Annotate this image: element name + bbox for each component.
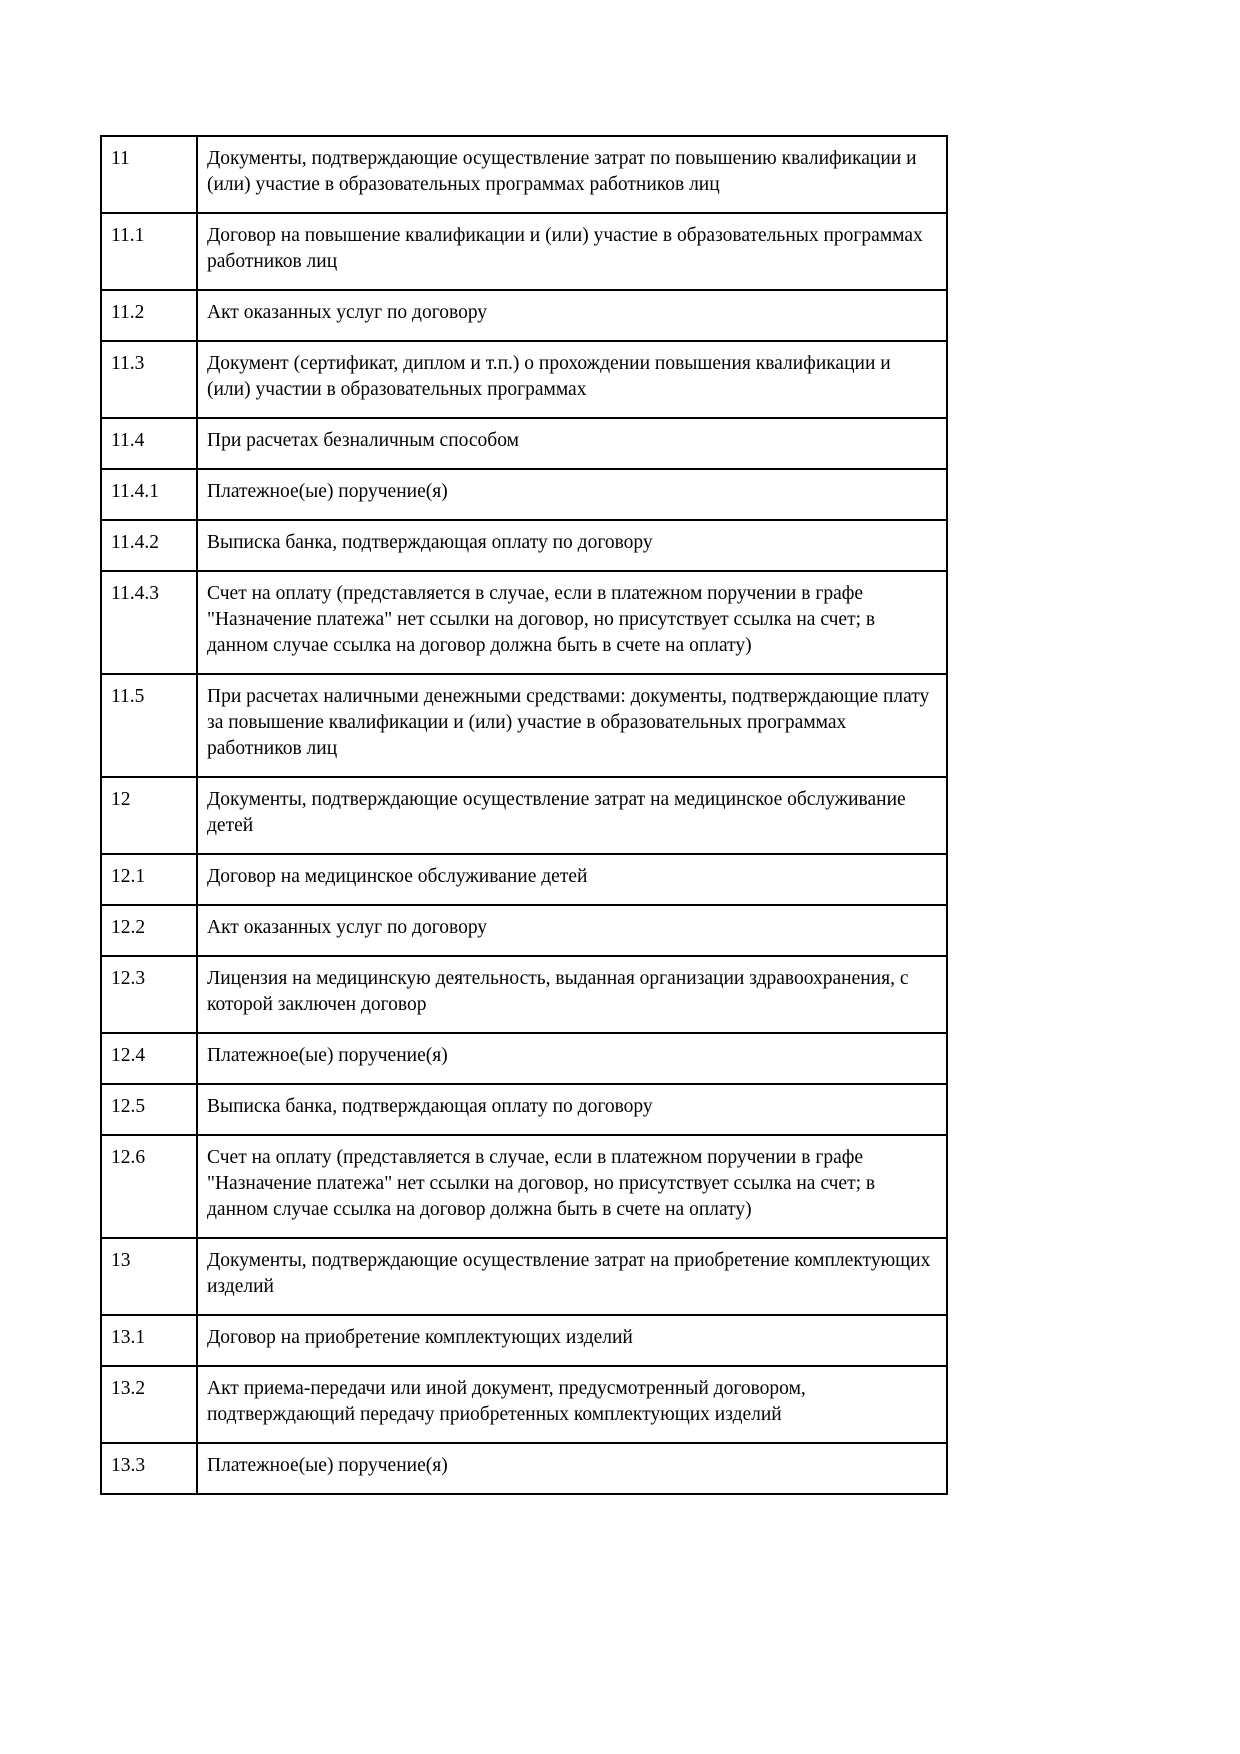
row-text-cell: Платежное(ые) поручение(я): [197, 1033, 947, 1084]
row-text-cell: Платежное(ые) поручение(я): [197, 469, 947, 520]
row-number-cell: 12.3: [101, 956, 197, 1033]
document-table-body: [101, 136, 947, 1494]
row-number-cell: 11.4.1: [101, 469, 197, 520]
table-row: [101, 1315, 947, 1366]
row-text-cell: Лицензия на медицинскую деятельность, выданная организации здравоохранения, с которой заключен договор: [197, 956, 947, 1033]
row-text-cell: Акт оказанных услуг по договору: [197, 290, 947, 341]
row-number-cell: 13.3: [101, 1443, 197, 1494]
row-number-cell: 11.4.3: [101, 571, 197, 674]
row-text-cell: Договор на повышение квалификации и (или) участие в образовательных программах работников лиц: [197, 213, 947, 290]
table-row: [101, 1238, 947, 1315]
row-text-cell: Счет на оплату (представляется в случае, если в платежном поручении в графе "Назначение платежа" нет ссылки на договор, но присутствует ссылка на счет; в данном случае ссылка на договор должна быть в счете на оплату): [197, 1135, 947, 1238]
row-text-cell: Акт приема-передачи или иной документ, предусмотренный договором, подтверждающий передачу приобретенных комплектующих изделий: [197, 1366, 947, 1443]
table-row: [101, 1366, 947, 1443]
row-number-cell: 11.4.2: [101, 520, 197, 571]
row-number-cell: 13: [101, 1238, 197, 1315]
row-number-cell: 12.5: [101, 1084, 197, 1135]
table-row: [101, 1084, 947, 1135]
row-text-cell: Акт оказанных услуг по договору: [197, 905, 947, 956]
row-text-cell: Выписка банка, подтверждающая оплату по договору: [197, 520, 947, 571]
table-row: [101, 418, 947, 469]
row-number-cell: 12.4: [101, 1033, 197, 1084]
document-table-container: [100, 135, 946, 1495]
row-text-cell: Документ (сертификат, диплом и т.п.) о прохождении повышения квалификации и (или) участии в образовательных программах: [197, 341, 947, 418]
table-row: [101, 213, 947, 290]
row-number-cell: 11.2: [101, 290, 197, 341]
table-row: [101, 290, 947, 341]
table-row: [101, 854, 947, 905]
row-number-cell: 12.6: [101, 1135, 197, 1238]
row-number-cell: 11.5: [101, 674, 197, 777]
row-text-cell: Документы, подтверждающие осуществление затрат на приобретение комплектующих изделий: [197, 1238, 947, 1315]
table-row: [101, 520, 947, 571]
row-text-cell: Счет на оплату (представляется в случае, если в платежном поручении в графе "Назначение платежа" нет ссылки на договор, но присутствует ссылка на счет; в данном случае ссылка на договор должна быть в счете на оплату): [197, 571, 947, 674]
table-row: [101, 341, 947, 418]
row-number-cell: 13.2: [101, 1366, 197, 1443]
row-text-cell: При расчетах безналичным способом: [197, 418, 947, 469]
document-table: [100, 135, 948, 1495]
table-row: [101, 571, 947, 674]
row-number-cell: 12.1: [101, 854, 197, 905]
table-row: [101, 1033, 947, 1084]
row-number-cell: 12: [101, 777, 197, 854]
table-row: [101, 469, 947, 520]
row-number-cell: 13.1: [101, 1315, 197, 1366]
table-row: [101, 674, 947, 777]
table-row: [101, 956, 947, 1033]
table-row: [101, 136, 947, 213]
row-text-cell: Документы, подтверждающие осуществление затрат по повышению квалификации и (или) участие в образовательных программах работников лиц: [197, 136, 947, 213]
row-number-cell: 12.2: [101, 905, 197, 956]
row-text-cell: Выписка банка, подтверждающая оплату по договору: [197, 1084, 947, 1135]
row-number-cell: 11: [101, 136, 197, 213]
row-text-cell: При расчетах наличными денежными средствами: документы, подтверждающие плату за повышение квалификации и (или) участие в образовательных программах работников лиц: [197, 674, 947, 777]
row-number-cell: 11.3: [101, 341, 197, 418]
row-text-cell: Документы, подтверждающие осуществление затрат на медицинское обслуживание детей: [197, 777, 947, 854]
row-number-cell: 11.1: [101, 213, 197, 290]
table-row: [101, 1443, 947, 1494]
row-text-cell: Договор на медицинское обслуживание детей: [197, 854, 947, 905]
row-number-cell: 11.4: [101, 418, 197, 469]
table-row: [101, 905, 947, 956]
table-row: [101, 777, 947, 854]
table-row: [101, 1135, 947, 1238]
row-text-cell: Платежное(ые) поручение(я): [197, 1443, 947, 1494]
row-text-cell: Договор на приобретение комплектующих изделий: [197, 1315, 947, 1366]
